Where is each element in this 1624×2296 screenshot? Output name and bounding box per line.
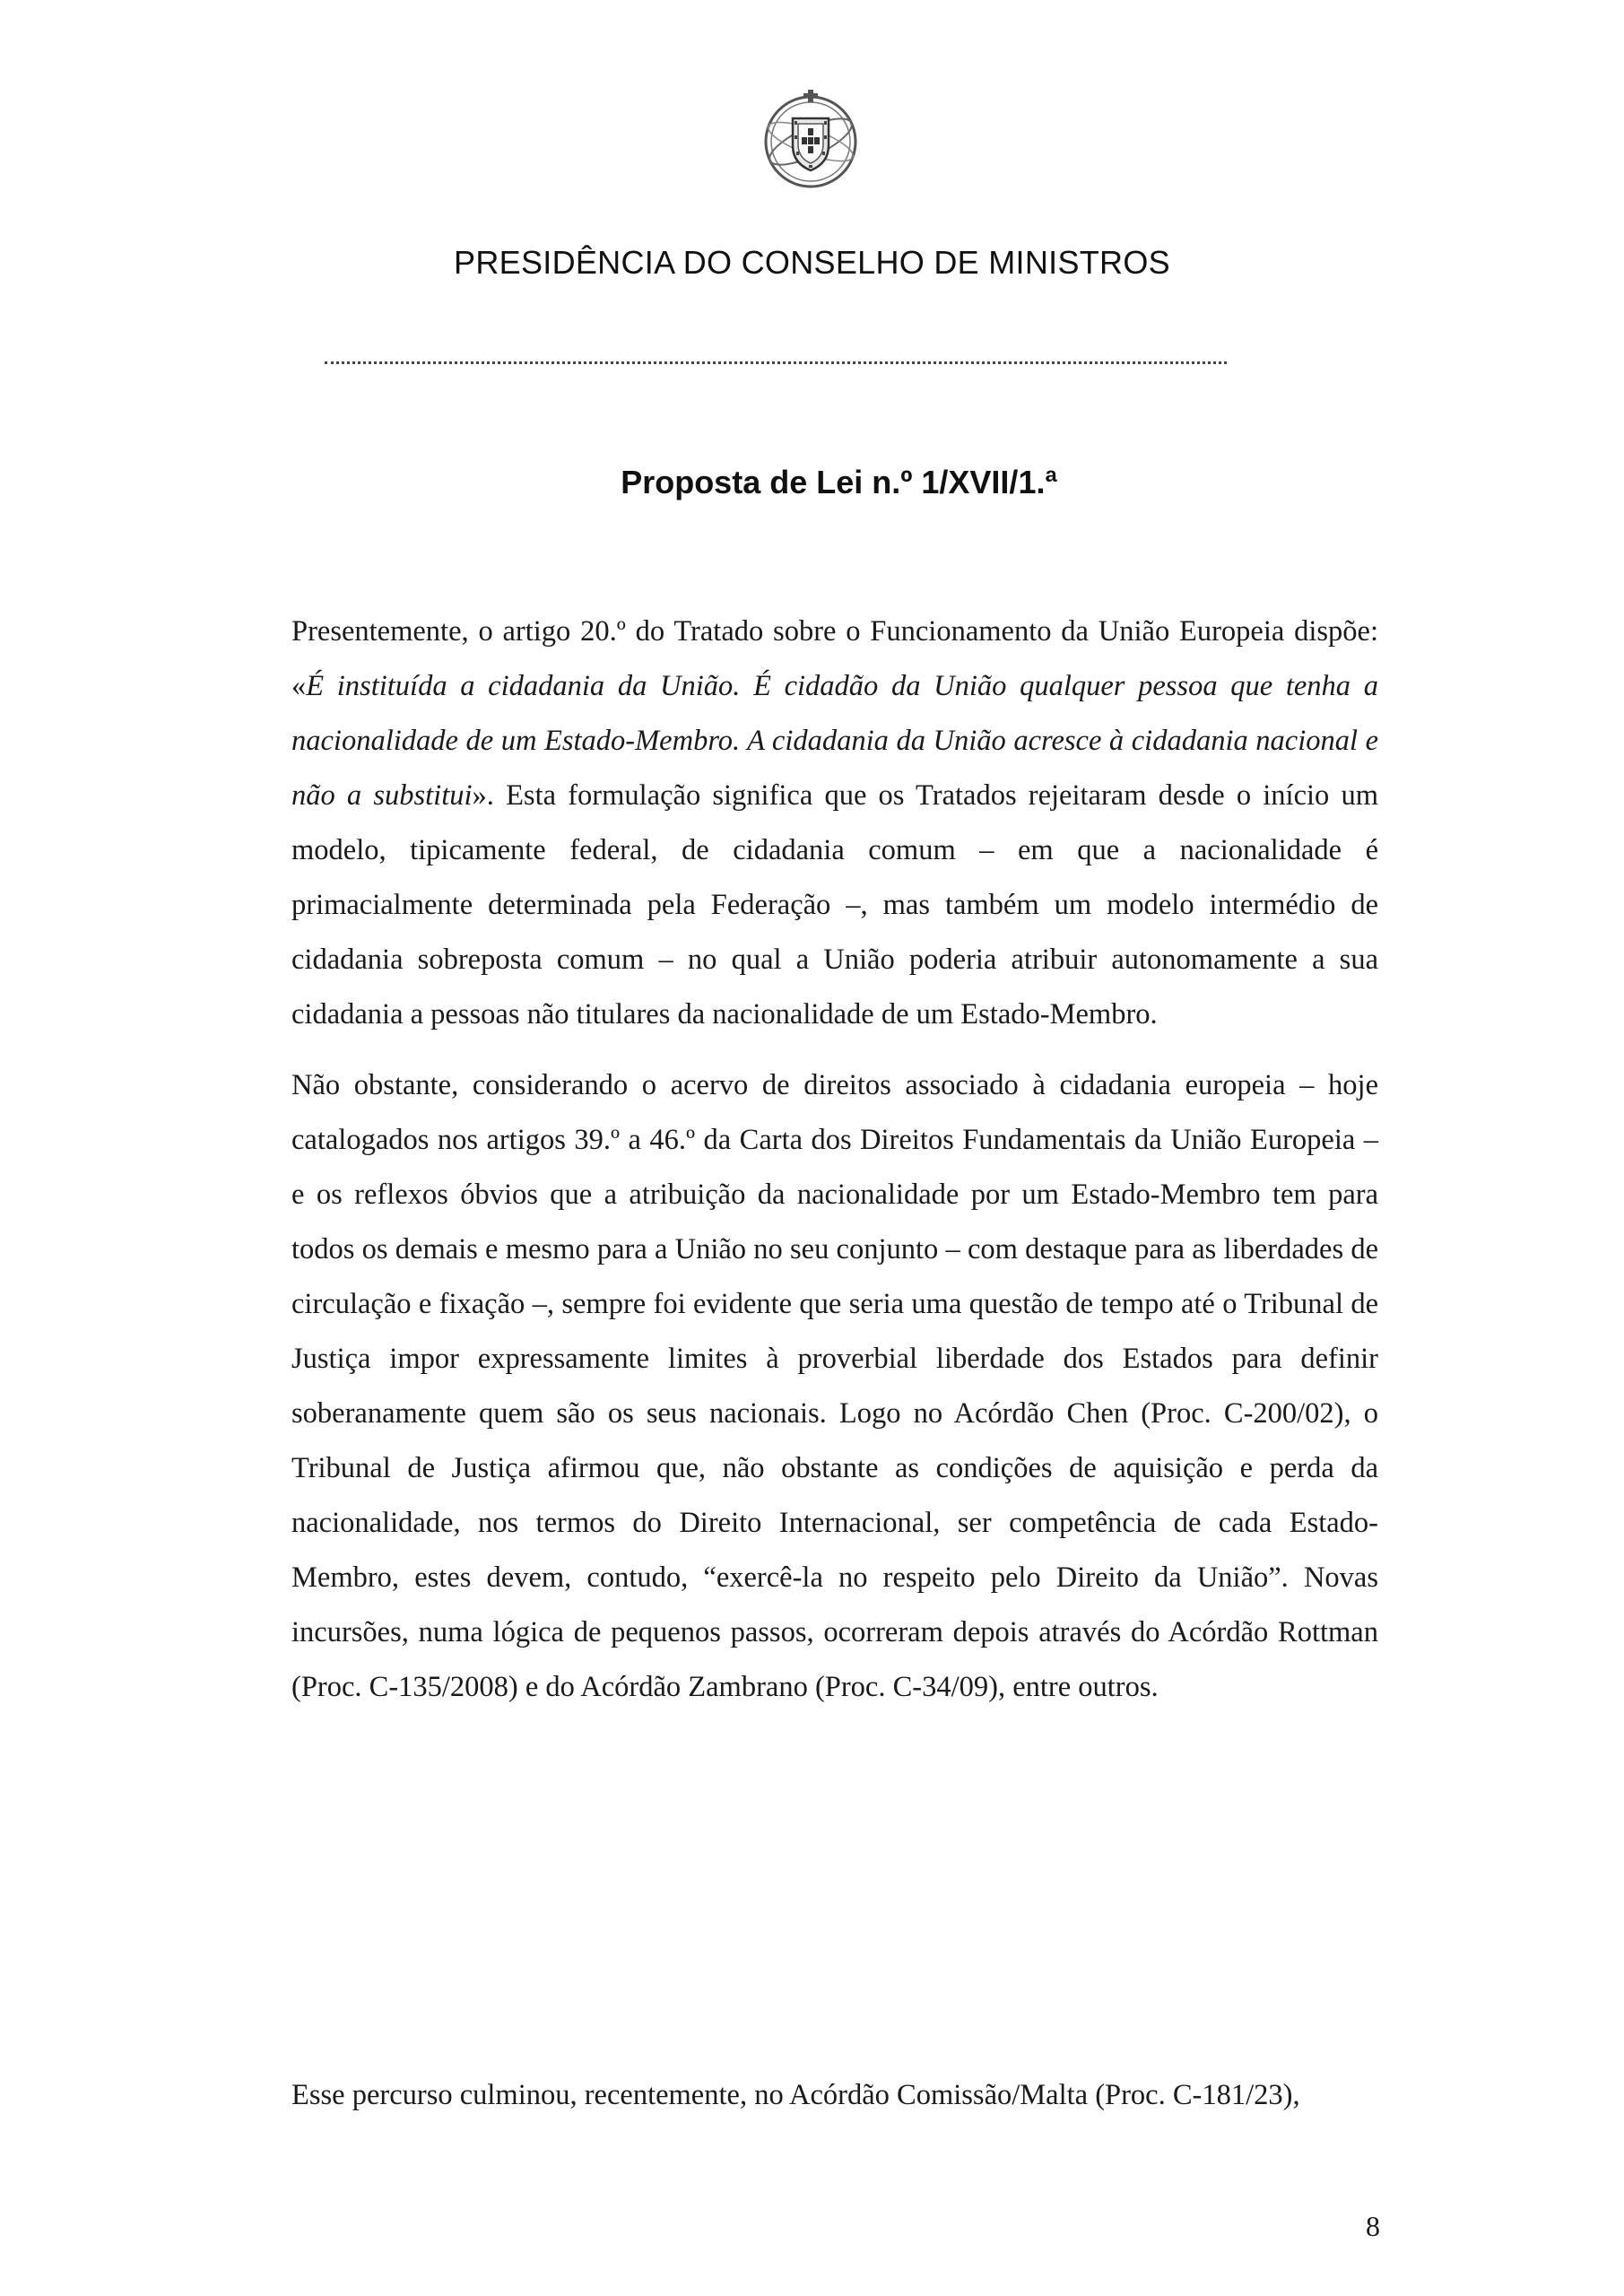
- paragraph-3-text: Esse percurso culminou, recentemente, no Acórdão Comissão/Malta (Proc. C-181/23),: [291, 2079, 1300, 2111]
- paragraph-2: [291, 1058, 1378, 1715]
- paragraph-1-quote: É instituída a cidadania da União. É cidadão da União qualquer pessoa que tenha a nacionalidade de um Estado-Membro. A cidadania da União acresce à cidadania nacional e não a substitui: [291, 670, 1378, 812]
- paragraph-1: [291, 604, 1378, 1042]
- page-number: 8: [1366, 2210, 1380, 2242]
- paragraph-1-lead: Presentemente, o artigo 20.º do Tratado sobre o Funcionamento da União Europeia dispõe: «: [291, 615, 1378, 702]
- paragraph-3: [291, 2068, 1378, 2123]
- organization-title: PRESIDÊNCIA DO CONSELHO DE MINISTROS: [454, 244, 1170, 281]
- paragraph-1-rest: ». Esta formulação significa que os Tratados rejeitaram desde o início um modelo, tipicamente federal, de cidadania comum – em que a nacionalidade é primacialmente determinada pela Federação –, mas também um modelo intermédio de cidadania sobreposta comum – no qual a União poderia atribuir autonomamente a sua cidadania a pessoas não titulares da nacionalidade de um Estado-Membro.: [291, 779, 1378, 1031]
- portuguese-coat-of-arms-icon: [762, 86, 859, 194]
- document-title: Proposta de Lei n.º 1/XVII/1.ª: [621, 464, 1057, 500]
- paragraph-2-text: Não obstante, considerando o acervo de direitos associado à cidadania europeia – hoje catalogados nos artigos 39.º a 46.º da Carta dos Direitos Fundamentais da União Europeia – e os reflexos óbvios que a atribuição da nacionalidade por um Estado-Membro tem para todos os demais e mesmo para a União no seu conjunto – com destaque para as liberdades de circulação e fixação –, sempre foi evidente que seria uma questão de tempo até o Tribunal de Justiça impor expressamente limites à proverbial liberdade dos Estados para definir soberanamente quem são os seus nacionais. Logo no Acórdão Chen (Proc. C-200/02), o Tribunal de Justiça afirmou que, não obstante as condições de aquisição e perda da nacionalidade, nos termos do Direito Internacional, ser competência de cada Estado-Membro, estes devem, contudo, “exercê-la no respeito pelo Direito da União”. Novas incursões, numa lógica de pequenos passos, ocorreram depois através do Acórdão Rottman (Proc. C-135/2008) e do Acórdão Zambrano (Proc. C-34/09), entre outros.: [291, 1069, 1378, 1703]
- dotted-separator: [325, 361, 1227, 364]
